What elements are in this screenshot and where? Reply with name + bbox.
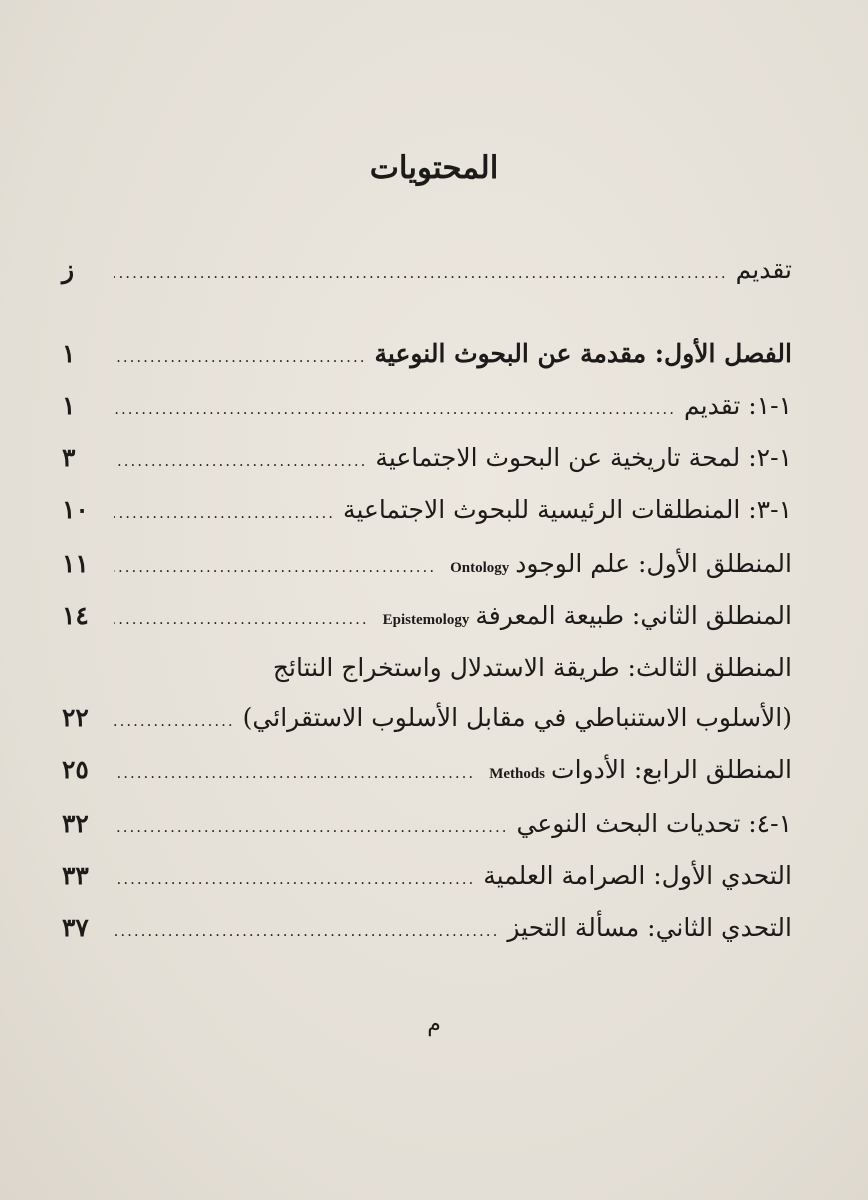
footer-page-number: م (427, 1012, 441, 1037)
toc-entry-page: ٣٧ (62, 913, 89, 942)
toc-entry-page: ١١ (62, 549, 89, 578)
toc-entry-premise-3-cont (62, 696, 822, 740)
dot-leader (114, 439, 367, 483)
toc-entry-page: ١٠ (62, 495, 89, 524)
toc-entry-title-en: Methods (489, 766, 546, 782)
toc-entry-page: ٣٣ (62, 861, 89, 890)
dot-leader (114, 545, 436, 589)
toc-entry-page: ١ (62, 339, 76, 368)
toc-entry-title: ١-١: تقديم (683, 391, 792, 420)
toc-entry-page: ٣ (62, 443, 76, 472)
toc-entry-title: (الأسلوب الاستنباطي في مقابل الأسلوب الاستقرائي) (242, 703, 792, 732)
toc-entry-title-ar: المنطلق الرابع: الأدوات (551, 755, 792, 784)
dot-leader (114, 857, 475, 901)
toc-entry-page: ٣٢ (62, 809, 89, 838)
toc-entry-premise-1 (62, 542, 822, 586)
page-title: المحتويات (369, 150, 499, 186)
toc-entry-title: الفصل الأول: مقدمة عن البحوث النوعية (374, 339, 792, 368)
toc-entry-title: ١-٣: المنطلقات الرئيسية للبحوث الاجتماعية (343, 495, 792, 524)
toc-entry-title-ar: المنطلق الثاني: طبيعة المعرفة (475, 601, 792, 630)
dot-leader (114, 751, 475, 795)
toc-entry-preface (62, 248, 792, 292)
toc-entry-page: ز (62, 255, 75, 284)
toc-entry-title: التحدي الأول: الصرامة العلمية (483, 861, 792, 890)
toc-entry-page: ١ (62, 391, 76, 420)
dot-leader (114, 597, 369, 641)
toc-entry-page: ٢٥ (62, 755, 89, 784)
toc-entry-page: ١٤ (62, 601, 89, 630)
dot-leader (114, 335, 367, 379)
toc-entry-title-ar: المنطلق الأول: علم الوجود (515, 549, 792, 578)
toc-entry-chapter-1 (62, 332, 792, 376)
toc-entry-title: ١-٢: لمحة تاريخية عن البحوث الاجتماعية (375, 443, 792, 472)
toc-entry-1-3 (62, 488, 792, 532)
dot-leader (114, 251, 728, 295)
toc-entry-challenge-2 (62, 906, 822, 950)
dot-leader (114, 387, 676, 431)
toc-entry-premise-3 (62, 646, 822, 690)
toc-entry-title-en: Ontology (450, 560, 510, 576)
toc-entry-page: ٢٢ (62, 703, 89, 732)
toc-entry-title: التحدي الثاني: مسألة التحيز (507, 913, 792, 942)
toc-entry-premise-2 (62, 594, 822, 638)
toc-entry-title (483, 748, 792, 796)
dot-leader (114, 909, 499, 953)
toc-entry-title (444, 542, 792, 590)
dot-leader (114, 699, 235, 743)
toc-entry-title: ١-٤: تحديات البحث النوعي (516, 809, 792, 838)
dot-leader (114, 491, 335, 535)
toc-entry-title: تقديم (735, 255, 792, 284)
dot-leader (114, 805, 509, 849)
toc-entry-1-1 (62, 384, 792, 428)
toc-entry-title-en: Epistemology (382, 612, 470, 628)
toc-entry-title (377, 594, 792, 642)
toc-entry-title: المنطلق الثالث: طريقة الاستدلال واستخراج النتائج (272, 653, 792, 682)
toc-entry-1-4 (62, 802, 792, 846)
toc-entry-1-2 (62, 436, 792, 480)
toc-entry-challenge-1 (62, 854, 822, 898)
toc-entry-premise-4 (62, 748, 822, 792)
